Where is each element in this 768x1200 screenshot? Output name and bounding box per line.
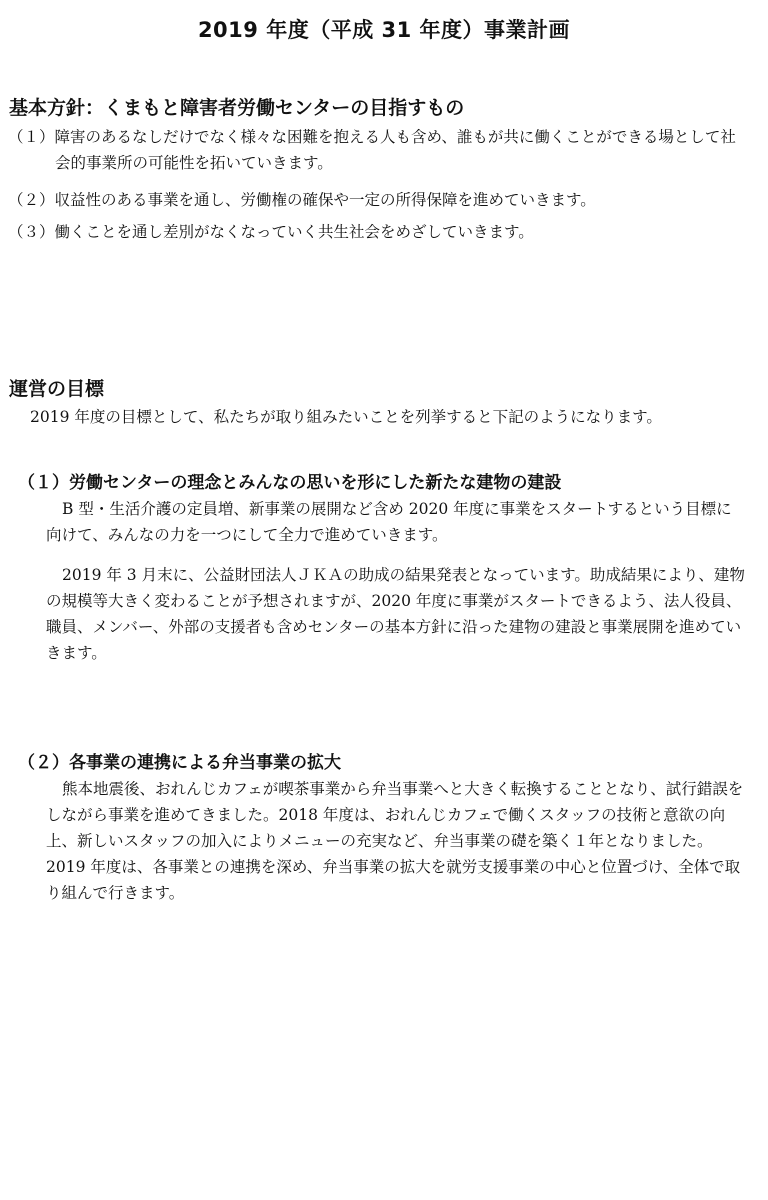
section-2-heading: （２）各事業の連携による弁当事業の拡大 xyxy=(18,753,341,773)
section-2-paragraph-1: 熊本地震後、おれんじカフェが喫茶事業から弁当事業へと大きく転換することとなり、試行錯誤をしながら事業を進めてきました。2018 年度は、おれんじカフェで働くスタッフの技術と意欲の向上、新しいスタッフの加入によりメニューの充実など、弁当事業の礎を築く１年となりました。2019 年度は、各事業との連携を深め、弁当事業の拡大を就労支援事業の中心と位置づけ、全体で取り組んで行きます。 xyxy=(46,780,744,902)
goals-heading: 運営の目標 xyxy=(9,378,105,400)
section-1-heading: （１）労働センターの理念とみんなの思いを形にした新たな建物の建設 xyxy=(18,473,562,493)
document-title: 2019 年度（平成 31 年度）事業計画 xyxy=(197,18,571,42)
goals-intro: 2019 年度の目標として、私たちが取り組みたいことを列挙すると下記のようになります。 xyxy=(30,408,662,426)
section-1-paragraph-1: B 型・生活介護の定員増、新事業の展開など含め 2020 年度に事業をスタートするという目標に向けて、みんなの力を一つにして全力で進めていきます。 xyxy=(46,500,732,544)
policy-item-3: （３）働くことを通し差別がなくなっていく共生社会をめざしていきます。 xyxy=(8,223,534,241)
section-1-paragraph-2: 2019 年 3 月末に、公益財団法人ＪＫＡの助成の結果発表となっています。助成結果により、建物の規模等大きく変わることが予想されますが、2020 年度に事業がスタートできるよう、法人役員、職員、メンバー、外部の支援者も含めセンターの基本方針に沿った建物の建設と事業展開を進めていきます。 xyxy=(46,566,745,662)
policy-item-1: （１）障害のあるなしだけでなく様々な困難を抱える人も含め、誰もが共に働くことができる場として社会的事業所の可能性を拓いていきます。 xyxy=(8,128,736,172)
policy-heading: 基本方針：くまもと障害者労働センターの目指すもの xyxy=(9,97,465,119)
policy-item-2: （２）収益性のある事業を通し、労働権の確保や一定の所得保障を進めていきます。 xyxy=(8,191,596,209)
